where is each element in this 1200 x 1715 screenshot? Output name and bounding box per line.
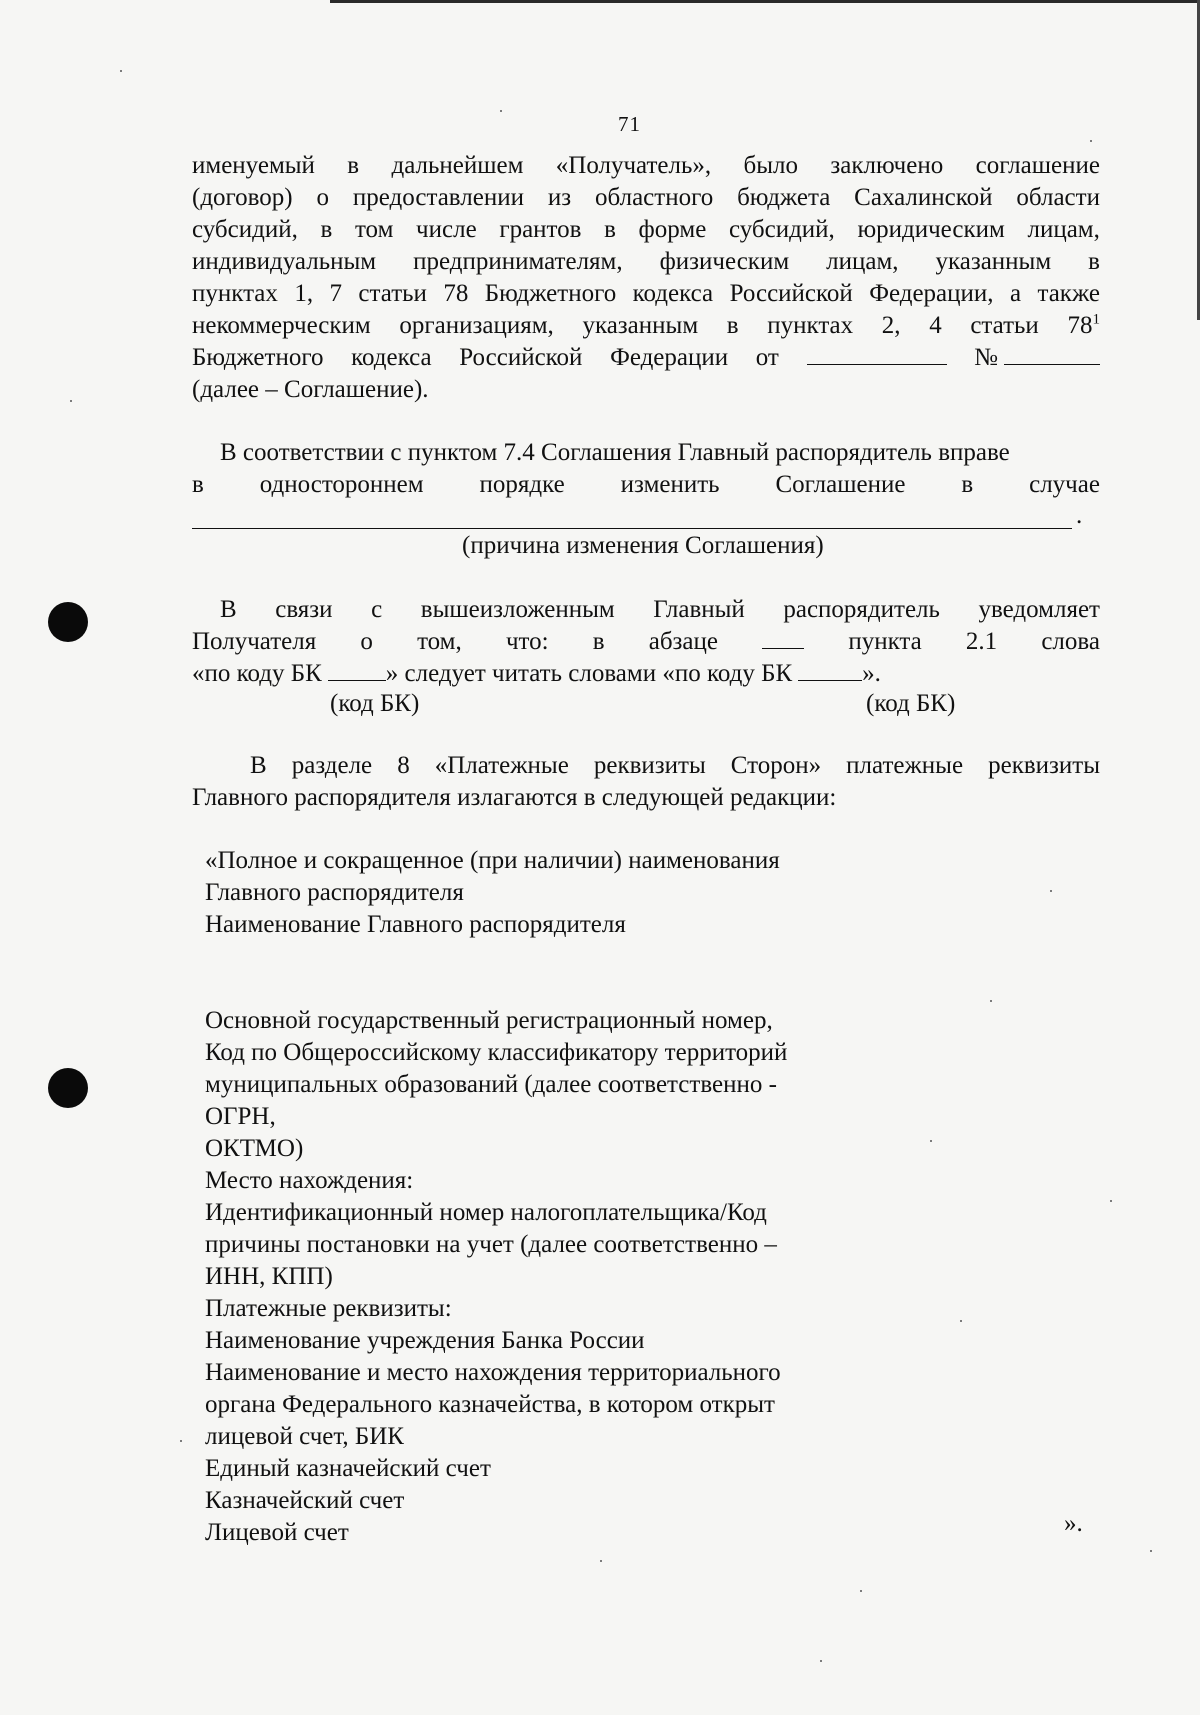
reason-caption: (причина изменения Соглашения) — [462, 532, 824, 559]
word: в — [604, 216, 616, 243]
requisite-line: ОГРН, — [205, 1103, 276, 1130]
requisite-line: Наименование учреждения Банка России — [205, 1327, 645, 1354]
word: также — [1037, 280, 1100, 307]
word: порядке — [479, 471, 565, 498]
word: указанным — [935, 248, 1052, 275]
requisite-line: «Полное и сокращенное (при наличии) наименования — [205, 847, 780, 874]
requisite-line: Место нахождения: — [205, 1167, 414, 1194]
word: указанным — [582, 312, 699, 339]
word: в — [320, 216, 333, 243]
word: предоставлении — [352, 184, 524, 211]
para3-line2 — [192, 626, 1100, 658]
word: реквизиты — [988, 752, 1100, 779]
scan-speck — [1110, 1200, 1112, 1202]
requisite-line: Единый казначейский счет — [205, 1455, 491, 1482]
article-number: $78^1$ — [1067, 311, 1100, 339]
para1-line8: (далее – Соглашение). — [192, 376, 429, 403]
requisite-line: Код по Общероссийскому классификатору территорий — [205, 1039, 788, 1066]
scan-speck — [1050, 890, 1052, 892]
para2-line2 — [192, 469, 1100, 501]
word: связи — [275, 596, 333, 623]
para4-line1 — [192, 750, 1100, 782]
para1-line6 — [192, 310, 1100, 342]
requisite-line: Идентификационный номер налогоплательщика/Код — [205, 1199, 767, 1226]
requisite-line: Основной государственный регистрационный номер, — [205, 1007, 773, 1034]
word: одностороннем — [259, 471, 424, 498]
reason-blank — [192, 528, 1072, 529]
old-kbk-blank — [328, 658, 386, 681]
requisite-line: Лицевой счет — [205, 1519, 349, 1546]
word: юридическим — [857, 216, 1005, 243]
word: из — [547, 184, 572, 211]
word: 1, — [294, 280, 314, 307]
word: о — [316, 184, 330, 211]
word: кодекса — [351, 344, 432, 371]
word: в — [192, 471, 204, 498]
word: лицам, — [826, 248, 899, 275]
requisite-line: Главного распорядителя — [205, 879, 464, 906]
word: Российской — [459, 344, 583, 371]
word: области — [1016, 184, 1100, 211]
word: субсидий, — [728, 216, 835, 243]
word: Сторон» — [730, 752, 822, 779]
scan-speck — [120, 70, 122, 72]
scan-speck — [70, 400, 72, 402]
word: уведомляет — [978, 596, 1100, 623]
para1-line1 — [192, 150, 1100, 182]
word: «Получатель», — [555, 152, 712, 179]
word: вышеизложенным — [420, 596, 615, 623]
word: случае — [1029, 471, 1100, 498]
word: абзаце — [648, 628, 718, 655]
word: в — [726, 312, 739, 339]
word: организациям, — [399, 312, 554, 339]
word: распорядитель — [783, 596, 940, 623]
word: статьи — [358, 280, 427, 307]
word: пункта — [848, 628, 922, 655]
word: индивидуальным — [192, 248, 377, 275]
word: 4 — [929, 312, 942, 339]
word: в — [592, 628, 605, 655]
word: предпринимателям, — [413, 248, 623, 275]
word: что: — [505, 628, 549, 655]
word: соглашение — [975, 152, 1100, 179]
scan-speck — [960, 1320, 962, 1322]
word: изменить — [620, 471, 720, 498]
scan-speck — [820, 1660, 822, 1662]
requisite-line: лицевой счет, БИК — [205, 1423, 404, 1450]
word: форме — [638, 216, 707, 243]
word: в — [961, 471, 974, 498]
para4-line2: Главного распорядителя излагаются в следующей редакции: — [192, 784, 837, 811]
word: субсидий, — [192, 216, 298, 243]
requisite-line: Наименование Главного распорядителя — [205, 911, 626, 938]
scan-speck — [1090, 140, 1092, 142]
word: 8 — [397, 752, 410, 779]
requisite-line: причины постановки на учет (далее соответственно – — [205, 1231, 777, 1258]
word: некоммерческим — [192, 312, 371, 339]
word: Бюджетного — [192, 344, 324, 371]
word: Главный — [653, 596, 745, 623]
word: В — [220, 596, 237, 623]
word: грантов — [499, 216, 582, 243]
kbk-note-right: (код БК) — [866, 690, 956, 717]
scan-speck — [990, 1000, 992, 1002]
word: дальнейшем — [391, 152, 524, 179]
date-blank — [807, 342, 947, 365]
requisite-line: муниципальных образований (далее соответственно - — [205, 1071, 777, 1098]
word: «Платежные — [434, 752, 569, 779]
scan-edge-top — [330, 0, 1200, 3]
para3-line3: «по коду БК » следует читать словами «по коду БК ». — [192, 660, 881, 687]
word: Соглашение — [775, 471, 906, 498]
word: Федерации, — [869, 280, 994, 307]
word: платежные — [846, 752, 964, 779]
para2-line1: В соответствии с пунктом 7.4 Соглашения Главный распорядитель вправе — [220, 439, 1010, 466]
para1-line2 — [192, 182, 1100, 214]
paragraph-number-blank — [762, 626, 804, 649]
word: (договор) — [192, 184, 293, 211]
requisite-line: ИНН, КПП) — [205, 1263, 333, 1290]
page-number: 71 — [618, 112, 641, 136]
requisite-line: Платежные реквизиты: — [205, 1295, 452, 1322]
scan-speck — [1150, 1550, 1152, 1552]
punch-hole — [48, 1068, 88, 1108]
new-kbk-blank — [798, 658, 862, 681]
closing-quote: ». — [1064, 1510, 1083, 1537]
scan-speck — [860, 1590, 862, 1592]
word: 7 — [329, 280, 342, 307]
word: кодекса — [632, 280, 714, 307]
word: пунктах — [767, 312, 854, 339]
number-blank — [1004, 342, 1100, 365]
word: том, — [417, 628, 462, 655]
para1-line7: Бюджетного кодекса Российской Федерации от № — [192, 342, 1100, 374]
word: том — [354, 216, 394, 243]
word: Получателя — [192, 628, 317, 655]
word: слова — [1041, 628, 1100, 655]
requisite-line: Казначейский счет — [205, 1487, 405, 1514]
word: Федерации — [610, 344, 729, 371]
word: 2.1 — [965, 628, 998, 655]
word: разделе — [291, 752, 373, 779]
word: заключено — [830, 152, 944, 179]
word: было — [743, 152, 798, 179]
word: числе — [416, 216, 477, 243]
word: Российской — [729, 280, 853, 307]
kbk-note-left: (код БК) — [330, 690, 420, 717]
word: в — [347, 152, 360, 179]
scan-speck — [500, 110, 502, 112]
punch-hole — [48, 602, 88, 642]
word: статьи — [970, 312, 1039, 339]
word: а — [1009, 280, 1022, 307]
word: о — [360, 628, 373, 655]
requisite-line: Наименование и место нахождения территориального — [205, 1359, 781, 1386]
word: 2, — [881, 312, 901, 339]
para3-line1 — [192, 594, 1100, 626]
scan-speck — [180, 1440, 182, 1442]
word: бюджета — [737, 184, 831, 211]
word: физическим — [659, 248, 790, 275]
word: именуемый — [192, 152, 315, 179]
scan-speck — [600, 1560, 602, 1562]
para1-line5 — [192, 278, 1100, 310]
word: пунктах — [192, 280, 278, 307]
word: В — [250, 752, 267, 779]
word: с — [371, 596, 383, 623]
rule-period: . — [1076, 502, 1083, 529]
para1-line4 — [192, 246, 1100, 278]
word: от — [755, 344, 779, 371]
word: Сахалинской — [854, 184, 993, 211]
word: 78 — [443, 280, 469, 307]
word: Бюджетного — [484, 280, 617, 307]
para1-line3 — [192, 214, 1100, 246]
scan-speck — [930, 1140, 932, 1142]
word: в — [1088, 248, 1100, 275]
word: лицам, — [1027, 216, 1100, 243]
word: реквизиты — [593, 752, 706, 779]
word: областного — [595, 184, 714, 211]
requisite-line: ОКТМО) — [205, 1135, 304, 1162]
requisite-line: органа Федерального казначейства, в котором открыт — [205, 1391, 775, 1418]
